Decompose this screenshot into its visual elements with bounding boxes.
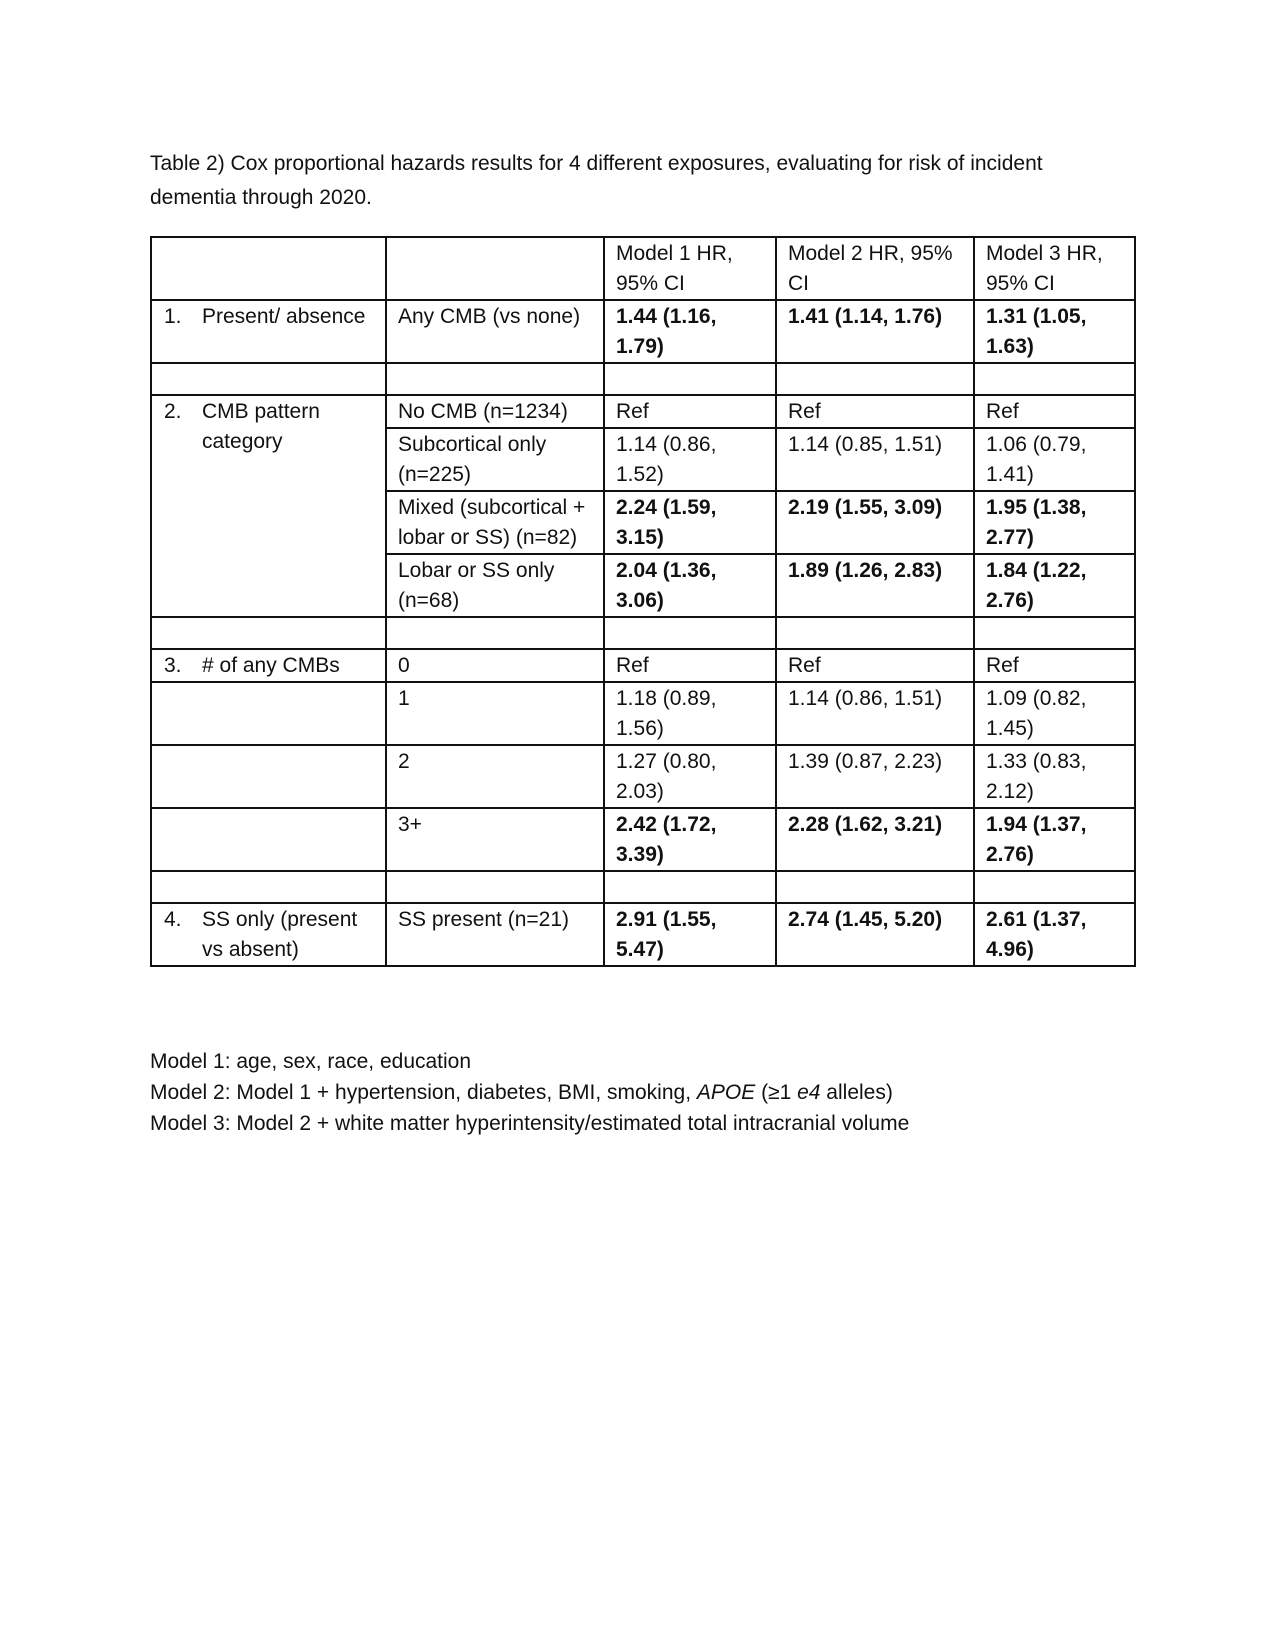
model1-note: Model 1: age, sex, race, education bbox=[150, 1050, 472, 1073]
exposure-label: SS only (present vs absent) bbox=[202, 908, 358, 961]
table-row bbox=[151, 745, 1135, 808]
model2-value: 2.74 (1.45, 5.20) bbox=[776, 903, 974, 966]
spacer-row bbox=[151, 871, 1135, 903]
model3-value: Ref bbox=[974, 649, 1135, 682]
table-row bbox=[151, 808, 1135, 871]
exposure-cell-empty bbox=[151, 745, 386, 808]
model2-value: 2.19 (1.55, 3.09) bbox=[776, 491, 974, 554]
e4-allele: e4 bbox=[797, 1081, 821, 1104]
table-footnotes bbox=[150, 1046, 1150, 1139]
exposure-cell bbox=[151, 649, 386, 682]
exposure-cell-empty bbox=[151, 808, 386, 871]
model3-value: 1.33 (0.83, 2.12) bbox=[974, 745, 1135, 808]
exposure-number: 2. bbox=[164, 400, 182, 423]
exposure-cell bbox=[151, 903, 386, 966]
exposure-cell-empty bbox=[151, 682, 386, 745]
model1-value: 2.42 (1.72, 3.39) bbox=[604, 808, 776, 871]
model2-value: 1.41 (1.14, 1.76) bbox=[776, 300, 974, 363]
subgroup-cell: 2 bbox=[386, 745, 604, 808]
subgroup-cell: 1 bbox=[386, 682, 604, 745]
header-row bbox=[151, 237, 1135, 300]
model3-value: 1.09 (0.82, 1.45) bbox=[974, 682, 1135, 745]
model3-value: 1.31 (1.05, 1.63) bbox=[974, 300, 1135, 363]
header-model2: Model 2 HR, 95% CI bbox=[776, 237, 974, 300]
model1-value: 1.18 (0.89, 1.56) bbox=[604, 682, 776, 745]
exposure-number: 4. bbox=[164, 908, 182, 931]
exposure-label: CMB pattern category bbox=[202, 400, 320, 453]
model3-value: 2.61 (1.37, 4.96) bbox=[974, 903, 1135, 966]
subgroup-cell: Lobar or SS only (n=68) bbox=[386, 554, 604, 617]
exposure-label: # of any CMBs bbox=[202, 654, 340, 677]
subgroup-cell: No CMB (n=1234) bbox=[386, 395, 604, 428]
table-row bbox=[151, 395, 1135, 428]
header-cell-exposure bbox=[151, 237, 386, 300]
model1-value: Ref bbox=[604, 649, 776, 682]
header-model1: Model 1 HR, 95% CI bbox=[604, 237, 776, 300]
model2-value: 2.28 (1.62, 3.21) bbox=[776, 808, 974, 871]
model2-note-suffix: alleles) bbox=[820, 1081, 893, 1104]
model3-value: 1.95 (1.38, 2.77) bbox=[974, 491, 1135, 554]
model2-value: 1.14 (0.85, 1.51) bbox=[776, 428, 974, 491]
table-row bbox=[151, 649, 1135, 682]
model1-value: 1.44 (1.16, 1.79) bbox=[604, 300, 776, 363]
results-table bbox=[150, 236, 1136, 967]
model3-value: 1.94 (1.37, 2.76) bbox=[974, 808, 1135, 871]
subgroup-cell: Mixed (subcortical + lobar or SS) (n=82) bbox=[386, 491, 604, 554]
model1-value: 2.04 (1.36, 3.06) bbox=[604, 554, 776, 617]
table-row bbox=[151, 300, 1135, 363]
exposure-number: 1. bbox=[164, 305, 182, 328]
model1-value: 1.27 (0.80, 2.03) bbox=[604, 745, 776, 808]
model2-note-prefix: Model 2: Model 1 + hypertension, diabetes, BMI, smoking, bbox=[150, 1081, 697, 1104]
model3-note: Model 3: Model 2 + white matter hyperintensity/estimated total intracranial volume bbox=[150, 1112, 910, 1135]
model2-value: 1.89 (1.26, 2.83) bbox=[776, 554, 974, 617]
model1-value: Ref bbox=[604, 395, 776, 428]
spacer-row bbox=[151, 617, 1135, 649]
model2-note bbox=[150, 1077, 1150, 1108]
model2-note-mid: (≥1 bbox=[755, 1081, 798, 1104]
table-caption: Table 2) Cox proportional hazards results for 4 different exposures, evaluating for risk of incident dementia through 2020. bbox=[150, 152, 1043, 209]
model1-value: 2.91 (1.55, 5.47) bbox=[604, 903, 776, 966]
model2-value: Ref bbox=[776, 649, 974, 682]
header-cell-subgroup bbox=[386, 237, 604, 300]
model1-value: 1.14 (0.86, 1.52) bbox=[604, 428, 776, 491]
subgroup-cell: Any CMB (vs none) bbox=[386, 300, 604, 363]
subgroup-cell: 3+ bbox=[386, 808, 604, 871]
model2-value: 1.14 (0.86, 1.51) bbox=[776, 682, 974, 745]
exposure-label: Present/ absence bbox=[202, 305, 366, 328]
model1-value: 2.24 (1.59, 3.15) bbox=[604, 491, 776, 554]
exposure-cell bbox=[151, 395, 386, 617]
apoe-gene: APOE bbox=[696, 1081, 756, 1104]
model3-value: Ref bbox=[974, 395, 1135, 428]
exposure-number: 3. bbox=[164, 654, 182, 677]
subgroup-cell: 0 bbox=[386, 649, 604, 682]
header-model3: Model 3 HR, 95% CI bbox=[974, 237, 1135, 300]
model3-value: 1.06 (0.79, 1.41) bbox=[974, 428, 1135, 491]
exposure-cell bbox=[151, 300, 386, 363]
subgroup-cell: SS present (n=21) bbox=[386, 903, 604, 966]
spacer-row bbox=[151, 363, 1135, 395]
model3-value: 1.84 (1.22, 2.76) bbox=[974, 554, 1135, 617]
table-row bbox=[151, 903, 1135, 966]
model2-value: Ref bbox=[776, 395, 974, 428]
subgroup-cell: Subcortical only (n=225) bbox=[386, 428, 604, 491]
table-row bbox=[151, 682, 1135, 745]
model2-value: 1.39 (0.87, 2.23) bbox=[776, 745, 974, 808]
